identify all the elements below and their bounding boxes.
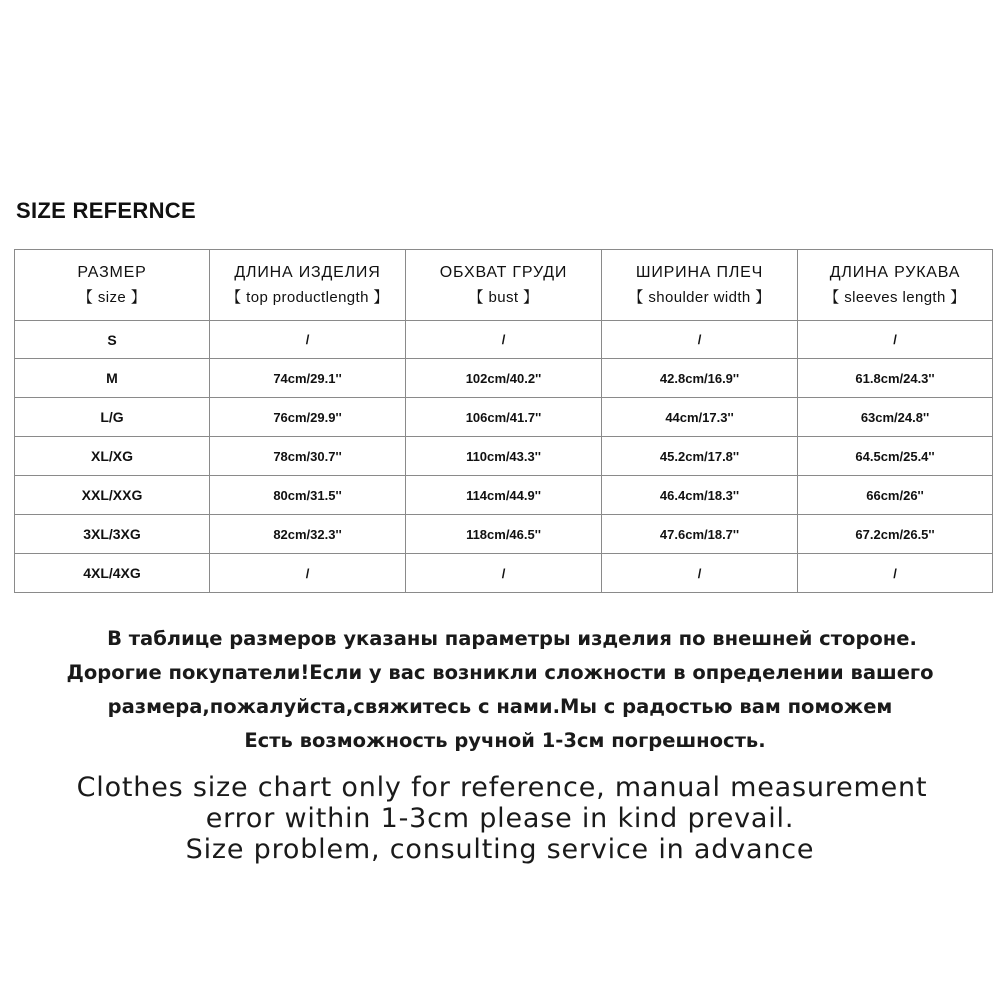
bust-cell: 102cm/40.2'': [406, 359, 602, 398]
sleeve-cell: 63cm/24.8'': [798, 398, 993, 437]
sleeve-cell: 64.5cm/25.4'': [798, 437, 993, 476]
bust-cell: 118cm/46.5'': [406, 515, 602, 554]
header-shoulder-ru: ШИРИНА ПЛЕЧ: [635, 263, 764, 281]
table-row: [15, 554, 993, 593]
table-row: [15, 359, 993, 398]
header-shoulder-en: 【 shoulder width 】: [628, 288, 771, 306]
table-row: [15, 321, 993, 359]
header-shoulder: [602, 250, 798, 321]
header-size: [15, 250, 210, 321]
size-cell: 3XL/3XG: [15, 515, 210, 554]
table-row: [15, 437, 993, 476]
header-sleeve-ru: ДЛИНА РУКАВА: [829, 263, 961, 281]
length-cell: 82cm/32.3'': [210, 515, 406, 554]
header-length-en: 【 top productlength 】: [226, 288, 389, 306]
shoulder-cell: 42.8cm/16.9'': [602, 359, 798, 398]
note-en-line: Size problem, consulting service in advance: [185, 834, 815, 865]
size-cell: M: [15, 359, 210, 398]
header-size-en: 【 size 】: [77, 288, 147, 306]
note-ru-line: Дорогие покупатели!Если у вас возникли сложности в определении вашего: [66, 661, 934, 684]
size-cell: L/G: [15, 398, 210, 437]
table-row: [15, 515, 993, 554]
russian-notes: [0, 622, 1000, 758]
length-cell: 74cm/29.1'': [210, 359, 406, 398]
note-ru-line: размера,пожалуйста,свяжитесь с нами.Мы с радостью вам поможем: [107, 695, 893, 718]
header-size-ru: РАЗМЕР: [77, 263, 147, 281]
header-length-ru: ДЛИНА ИЗДЕЛИЯ: [234, 263, 381, 281]
header-bust-en: 【 bust 】: [468, 288, 539, 306]
note-en-line: error within 1-3cm please in kind prevail.: [205, 803, 795, 834]
header-bust: [406, 250, 602, 321]
length-cell: 78cm/30.7'': [210, 437, 406, 476]
table-header-row: [15, 250, 993, 321]
english-notes: [0, 772, 1000, 865]
sleeve-cell: /: [798, 554, 993, 593]
table-row: [15, 476, 993, 515]
sleeve-cell: /: [798, 321, 993, 359]
length-cell: 76cm/29.9'': [210, 398, 406, 437]
size-chart-table: [14, 249, 993, 593]
shoulder-cell: /: [602, 321, 798, 359]
shoulder-cell: 47.6cm/18.7'': [602, 515, 798, 554]
header-sleeve-en: 【 sleeves length 】: [824, 288, 966, 306]
size-cell: 4XL/4XG: [15, 554, 210, 593]
length-cell: /: [210, 321, 406, 359]
size-cell: S: [15, 321, 210, 359]
bust-cell: /: [406, 321, 602, 359]
header-sleeve: [798, 250, 993, 321]
length-cell: 80cm/31.5'': [210, 476, 406, 515]
note-en-line: Clothes size chart only for reference, manual measurement: [76, 772, 928, 803]
bust-cell: 110cm/43.3'': [406, 437, 602, 476]
shoulder-cell: /: [602, 554, 798, 593]
size-cell: XXL/XXG: [15, 476, 210, 515]
table-row: [15, 398, 993, 437]
header-length: [210, 250, 406, 321]
shoulder-cell: 44cm/17.3'': [602, 398, 798, 437]
note-ru-line: Есть возможность ручной 1-3см погрешность.: [244, 729, 766, 752]
bust-cell: 106cm/41.7'': [406, 398, 602, 437]
shoulder-cell: 46.4cm/18.3'': [602, 476, 798, 515]
bust-cell: 114cm/44.9'': [406, 476, 602, 515]
note-ru-line: В таблице размеров указаны параметры изделия по внешней стороне.: [107, 627, 917, 650]
sleeve-cell: 61.8cm/24.3'': [798, 359, 993, 398]
sleeve-cell: 67.2cm/26.5'': [798, 515, 993, 554]
header-bust-ru: ОБХВАТ ГРУДИ: [439, 263, 568, 281]
shoulder-cell: 45.2cm/17.8'': [602, 437, 798, 476]
page-title: SIZE REFERNCE: [16, 198, 196, 223]
size-cell: XL/XG: [15, 437, 210, 476]
bust-cell: /: [406, 554, 602, 593]
length-cell: /: [210, 554, 406, 593]
sleeve-cell: 66cm/26'': [798, 476, 993, 515]
